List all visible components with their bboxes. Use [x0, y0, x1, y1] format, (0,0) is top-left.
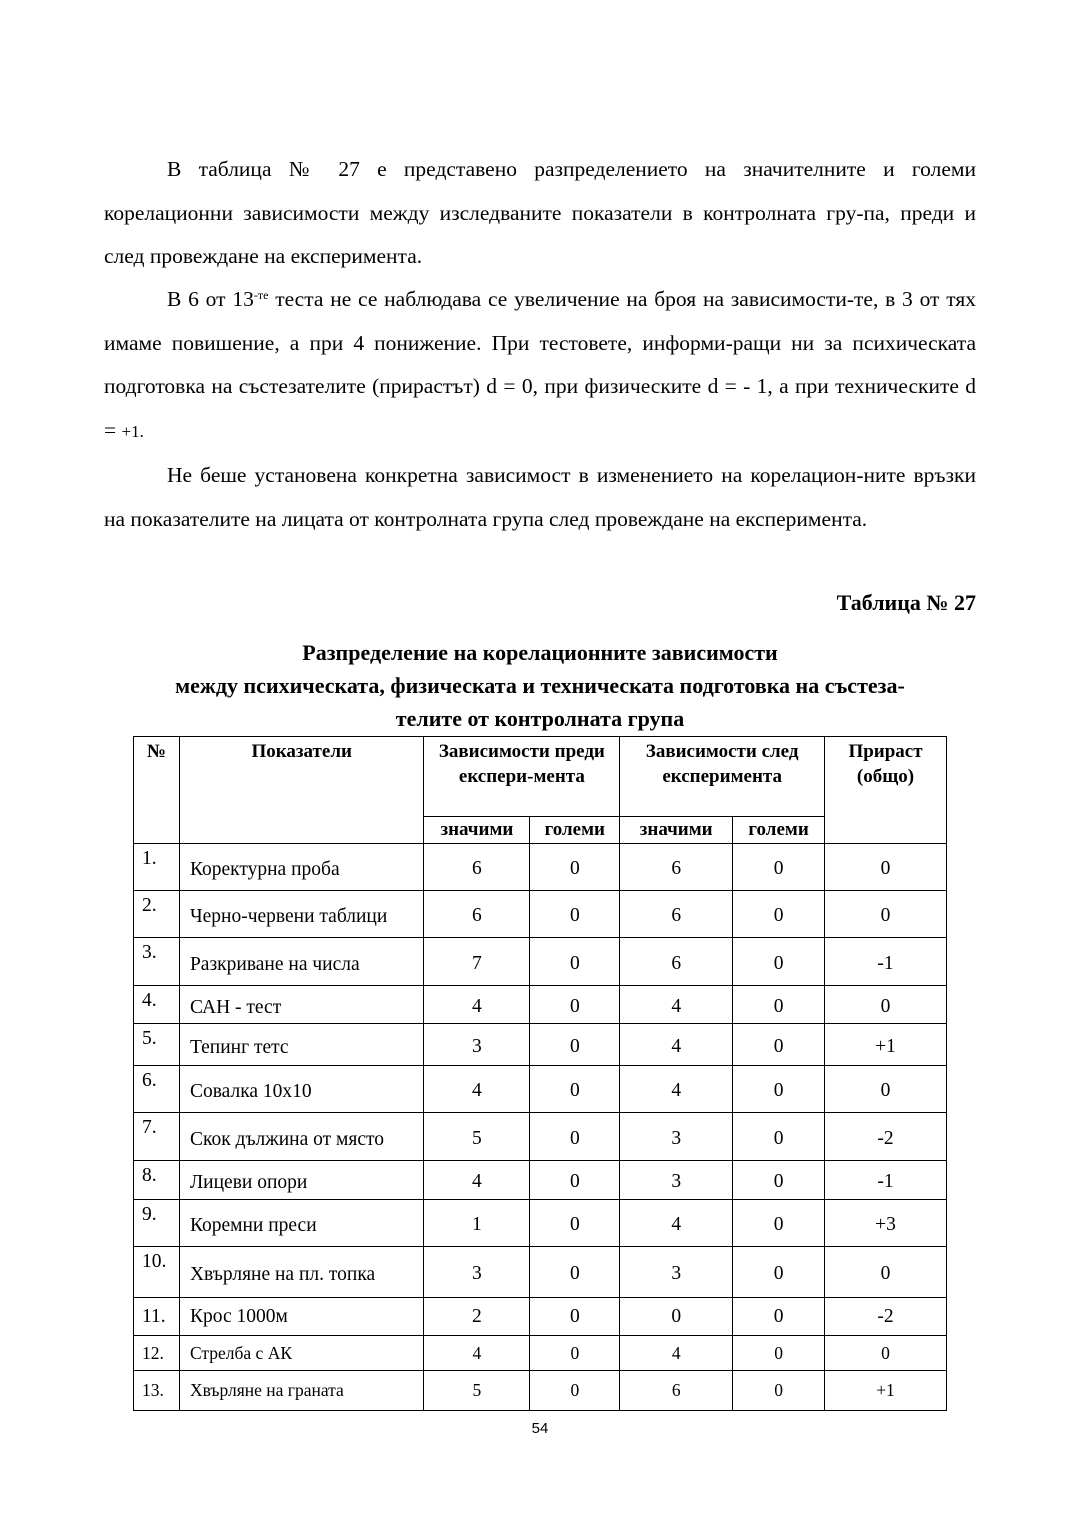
cell-gain: 0 — [825, 891, 947, 938]
row-number: 5. — [134, 1024, 180, 1066]
paragraph-results-body: теста не се наблюдава се увеличение на броя на зависимости-те, в 3 от тях имаме повишение, а при 4 понижение. При тестовете, информи-ращи ни за психическата подготовка на състезателите (прирастът) d = 0, при физическите d = - 1, а при техническите d = — [104, 287, 976, 442]
table-row — [134, 844, 947, 891]
cell-large-before: 0 — [530, 986, 620, 1024]
cell-gain: -2 — [825, 1298, 947, 1336]
header-after: Зависимости след експеримента — [620, 737, 825, 817]
row-number: 12. — [134, 1336, 180, 1371]
cell-large-after: 0 — [733, 1247, 825, 1298]
table-row — [134, 986, 947, 1024]
row-number: 13. — [134, 1371, 180, 1411]
cell-large-before: 0 — [530, 1371, 620, 1411]
header-no: № — [134, 737, 180, 844]
cell-significant-after: 4 — [620, 1066, 733, 1113]
cell-gain: +1 — [825, 1371, 947, 1411]
cell-large-before: 0 — [530, 1200, 620, 1247]
cell-gain: 0 — [825, 1247, 947, 1298]
cell-significant-before: 6 — [424, 844, 530, 891]
correlation-table — [133, 736, 947, 1411]
cell-significant-before: 1 — [424, 1200, 530, 1247]
cell-large-after: 0 — [733, 844, 825, 891]
cell-significant-after: 6 — [620, 891, 733, 938]
row-indicator: Скок дължина от място — [179, 1113, 424, 1161]
cell-significant-before: 4 — [424, 986, 530, 1024]
row-indicator: Черно-червени таблици — [179, 891, 424, 938]
cell-gain: +3 — [825, 1200, 947, 1247]
row-number: 9. — [134, 1200, 180, 1247]
row-number: 3. — [134, 938, 180, 986]
cell-significant-before: 6 — [424, 891, 530, 938]
table-caption-line: телите от контролната група — [395, 706, 685, 731]
row-number: 4. — [134, 986, 180, 1024]
cell-large-before: 0 — [530, 1247, 620, 1298]
table-row — [134, 1024, 947, 1066]
table-row — [134, 1066, 947, 1113]
cell-significant-before: 4 — [424, 1161, 530, 1200]
row-indicator: Лицеви опори — [179, 1161, 424, 1200]
cell-significant-before: 2 — [424, 1298, 530, 1336]
paragraph-results-start: В 6 от 13 — [167, 287, 254, 311]
cell-significant-before: 4 — [424, 1066, 530, 1113]
table-row — [134, 1247, 947, 1298]
cell-large-after: 0 — [733, 1161, 825, 1200]
row-indicator: Совалка 10х10 — [179, 1066, 424, 1113]
table-caption — [100, 636, 980, 735]
row-number: 7. — [134, 1113, 180, 1161]
paragraph-intro: В таблица № 27 е представено разпределението на значителните и големи корелационни зависимости между изследваните показатели в контролната гру-па, преди и след провеждане на експеримента. — [104, 157, 976, 268]
row-indicator: Тепинг тетс — [179, 1024, 424, 1066]
row-number: 8. — [134, 1161, 180, 1200]
row-number: 11. — [134, 1298, 180, 1336]
cell-gain: 0 — [825, 1066, 947, 1113]
row-number: 2. — [134, 891, 180, 938]
cell-significant-before: 7 — [424, 938, 530, 986]
header-large-after: големи — [733, 817, 825, 844]
row-indicator: Стрелба с АК — [179, 1336, 424, 1371]
cell-significant-after: 0 — [620, 1298, 733, 1336]
cell-gain: -2 — [825, 1113, 947, 1161]
table-label: Таблица № 27 — [836, 590, 976, 615]
row-indicator: Коремни преси — [179, 1200, 424, 1247]
cell-large-after: 0 — [733, 1066, 825, 1113]
header-significant-after: значими — [620, 817, 733, 844]
paragraph-results-end: +1. — [121, 421, 144, 441]
cell-large-after: 0 — [733, 986, 825, 1024]
paragraph-conclusion: Не беше установена конкретна зависимост в изменението на корелацион-ните връзки на показателите на лицата от контролната група след провеждане на експеримента. — [104, 463, 976, 531]
cell-large-after: 0 — [733, 1336, 825, 1371]
table-row — [134, 1371, 947, 1411]
row-indicator: Крос 1000м — [179, 1298, 424, 1336]
row-indicator: Коректурна проба — [179, 844, 424, 891]
row-number: 10. — [134, 1247, 180, 1298]
cell-large-before: 0 — [530, 1336, 620, 1371]
cell-gain: 0 — [825, 986, 947, 1024]
table-row — [134, 1200, 947, 1247]
cell-large-after: 0 — [733, 1200, 825, 1247]
cell-significant-before: 4 — [424, 1336, 530, 1371]
cell-significant-after: 4 — [620, 1024, 733, 1066]
header-significant-before: значими — [424, 817, 530, 844]
cell-significant-after: 6 — [620, 938, 733, 986]
table-caption-line: между психическата, физическата и техническата подготовка на състеза- — [175, 673, 905, 698]
cell-significant-before: 5 — [424, 1371, 530, 1411]
cell-large-before: 0 — [530, 1066, 620, 1113]
cell-large-after: 0 — [733, 1298, 825, 1336]
header-before: Зависимости преди експери-мента — [424, 737, 620, 817]
row-indicator: Хвърляне на пл. топка — [179, 1247, 424, 1298]
superscript-suffix: -те — [253, 288, 269, 302]
cell-significant-before: 3 — [424, 1024, 530, 1066]
row-indicator: Разкриване на числа — [179, 938, 424, 986]
cell-large-before: 0 — [530, 891, 620, 938]
table-row — [134, 938, 947, 986]
cell-large-before: 0 — [530, 1161, 620, 1200]
cell-gain: +1 — [825, 1024, 947, 1066]
cell-large-before: 0 — [530, 938, 620, 986]
cell-gain: -1 — [825, 1161, 947, 1200]
cell-large-after: 0 — [733, 938, 825, 986]
cell-large-before: 0 — [530, 844, 620, 891]
table-row — [134, 891, 947, 938]
cell-significant-after: 6 — [620, 844, 733, 891]
row-indicator: Хвърляне на граната — [179, 1371, 424, 1411]
cell-significant-after: 4 — [620, 1200, 733, 1247]
cell-large-before: 0 — [530, 1024, 620, 1066]
cell-significant-after: 6 — [620, 1371, 733, 1411]
cell-gain: -1 — [825, 938, 947, 986]
cell-gain: 0 — [825, 844, 947, 891]
row-number: 1. — [134, 844, 180, 891]
header-large-before: големи — [530, 817, 620, 844]
table-row — [134, 1161, 947, 1200]
cell-significant-before: 3 — [424, 1247, 530, 1298]
cell-large-after: 0 — [733, 1113, 825, 1161]
cell-gain: 0 — [825, 1336, 947, 1371]
cell-large-before: 0 — [530, 1298, 620, 1336]
row-indicator: САН - тест — [179, 986, 424, 1024]
cell-large-after: 0 — [733, 1024, 825, 1066]
table-row — [134, 1298, 947, 1336]
cell-significant-after: 4 — [620, 1336, 733, 1371]
table-row — [134, 1113, 947, 1161]
cell-large-after: 0 — [733, 1371, 825, 1411]
table-row — [134, 1336, 947, 1371]
cell-significant-before: 5 — [424, 1113, 530, 1161]
cell-significant-after: 3 — [620, 1113, 733, 1161]
cell-significant-after: 4 — [620, 986, 733, 1024]
page-number: 54 — [531, 1420, 549, 1437]
header-indicators: Показатели — [179, 737, 424, 844]
paragraph-results — [104, 278, 976, 453]
cell-significant-after: 3 — [620, 1161, 733, 1200]
header-gain: Прираст (общо) — [825, 737, 947, 844]
cell-significant-after: 3 — [620, 1247, 733, 1298]
table-caption-line: Разпределение на корелационните зависимости — [302, 640, 778, 665]
cell-large-before: 0 — [530, 1113, 620, 1161]
cell-large-after: 0 — [733, 891, 825, 938]
row-number: 6. — [134, 1066, 180, 1113]
